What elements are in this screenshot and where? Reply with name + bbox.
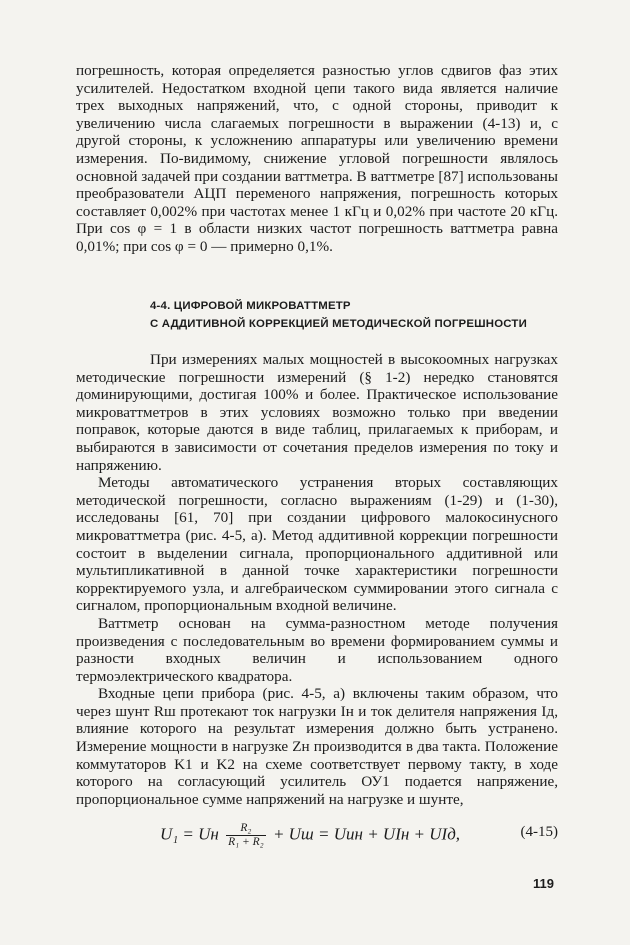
formula-denominator: R₁ + R₂: [228, 836, 264, 848]
section-heading-line2: С АДДИТИВНОЙ КОРРЕКЦИЕЙ МЕТОДИЧЕСКОЙ ПОГРЕШНОСТИ: [150, 318, 527, 330]
paragraph-3: Ваттметр основан на сумма-разностном методе получения произведения с последовательным во времени формированием суммы и разности входных величин и использованием одного термоэлектрического квадратора.: [76, 614, 558, 685]
top-paragraph: погрешность, которая определяется разностью углов сдвигов фаз этих усилителей. Недостатком входной цепи такого вида является наличие трех выходных напряжений, что, с одной стороны, приводит к увеличению числа слагаемых погрешности в выражении (4-13) и, с другой стороны, к усложнению аппаратуры или увеличению времени измерения. По-видимому, снижение угловой погрешности являлось основной задачей при создании ваттметра. В ваттметре [87] использованы преобразователи АЦП переменого напряжения, погрешность которых составляет 0,002% при частотах менее 1 кГц и 0,02% при частоте 20 кГц. При cos φ = 1 в области низких частот погрешность ваттметра равна 0,01%; при cos φ = 0 — примерно 0,1%.: [76, 62, 558, 255]
formula-numerator: R₂: [226, 822, 266, 836]
formula-lhs: U₁ = Uн: [160, 824, 219, 844]
paragraph-2: Методы автоматического устранения вторых составляющих методической погрешности, согласно выражениям (1-29) и (1-30), исследованы [61, 70] при создании цифрового малокосинусного микроваттметра (рис. 4-5, а). Метод аддитивной коррекции погрешности состоит в выделении сигнала, пропорционального аддитивной или мультипликативной в данной точке характеристики погрешности корректируемого узла, и алгебраическом суммировании этого сигнала с сигналом, пропорциональным входной величине.: [76, 474, 558, 615]
formula-number: (4-15): [520, 824, 558, 840]
section-body: [76, 351, 558, 808]
formula-fraction: [226, 822, 266, 849]
page-number: 119: [533, 876, 554, 891]
formula-expression: [160, 822, 460, 849]
section-heading-line1: 4-4. ЦИФРОВОЙ МИКРОВАТТМЕТР: [150, 300, 351, 312]
paragraph-1: При измерениях малых мощностей в высокоомных нагрузках методические погрешности измерений (§ 1-2) нередко становятся доминирующими, достигая 100% и более. Практическое использование микроваттметров в этих условиях возможно только при введении поправок, которые даются в виде таблиц, прилагаемых к приборам, и выбираются в зависимости от сочетания пределов измерения по току и напряжению.: [76, 351, 558, 474]
formula-4-15: [160, 812, 560, 862]
formula-rhs: + Uш = Uин + UIн + UIд,: [272, 824, 461, 844]
paragraph-4: Входные цепи прибора (рис. 4-5, а) включены таким образом, что через шунт Rш протекают ток нагрузки Iн и ток делителя напряжения Iд, влияние которого на результат измерения должно быть устранено. Измерение мощности в нагрузке Zн производится в два такта. Положение коммутаторов K1 и K2 на схеме соответствует первому такту, в ходе которого на согласующий усилитель ОУ1 подается напряжение, пропорциональное сумме напряжений на нагрузке и шунте,: [76, 685, 558, 808]
section-heading: [150, 297, 570, 333]
top-paragraph-block: [76, 62, 558, 256]
